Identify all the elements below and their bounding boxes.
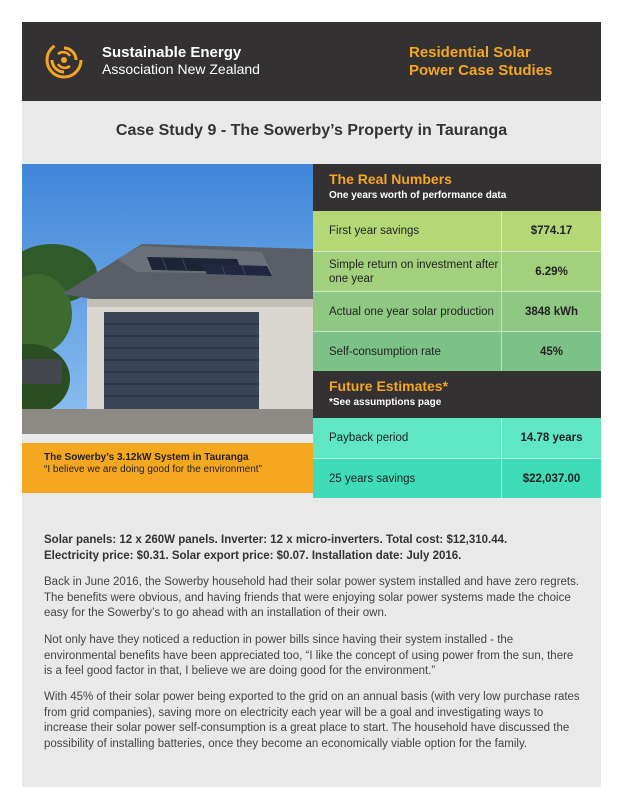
numbers-row xyxy=(313,211,601,251)
case-study-title: Case Study 9 - The Sowerby’s Property in Tauranga xyxy=(115,122,508,139)
specs-line2: Electricity price: $0.31. Solar export price: $0.07. Installation date: July 2016. xyxy=(44,550,462,562)
estimates-row xyxy=(313,458,601,498)
future-estimates-title: Future Estimates* xyxy=(329,378,449,394)
body-paragraph: With 45% of their solar power being exported to the grid on an annual basis (with very low purchase rates from grid companies), saving more on electricity each year will be a goal and investigating ways to increase their solar power self-consumption is a great place to start. The household have discussed the possibility of installing batteries, once they become an economically viable option for the family. xyxy=(44,691,580,750)
numbers-row xyxy=(313,331,601,371)
numbers-row xyxy=(313,251,601,291)
future-estimates-header xyxy=(313,371,601,418)
row-value: 3848 kWh xyxy=(501,292,601,331)
house-photo xyxy=(22,164,313,434)
row-value: 45% xyxy=(501,332,601,371)
body-paragraph: Not only have they noticed a reduction in power bills since having their system installed - the environmental benefits have been appreciated too, “I like the concept of using power from the sun, there is a feel good factor in that, I believe we are doing good for the environment.” xyxy=(44,634,574,677)
real-numbers-subtitle: One years worth of performance data xyxy=(329,190,507,201)
case-study-page xyxy=(22,22,601,787)
photo-caption-title: The Sowerby’s 3.12kW System in Tauranga xyxy=(44,452,249,463)
photo-caption xyxy=(22,443,313,493)
body-paragraph: Back in June 2016, the Sowerby household had their solar power system installed and have zero regrets. The benefits were obvious, and having friends that were enjoying solar power systems made the choice easy for the Sowerby’s to go ahead with an installation of their own. xyxy=(44,576,580,619)
row-label: First year savings xyxy=(329,225,420,237)
sun-swirl-logo-icon xyxy=(44,40,84,80)
future-estimates-subtitle: *See assumptions page xyxy=(329,397,442,408)
row-label: 25 years savings xyxy=(329,472,416,485)
series-title xyxy=(409,44,579,80)
row-value: 6.29% xyxy=(501,252,601,291)
numbers-row xyxy=(313,291,601,331)
org-name-line2: Association New Zealand xyxy=(102,61,260,77)
header-bar xyxy=(22,22,601,101)
org-name-line1: Sustainable Energy xyxy=(102,44,242,61)
photo-caption-quote: “I believe we are doing good for the environment” xyxy=(44,464,262,475)
estimates-row xyxy=(313,418,601,458)
row-label: Simple return on investment after one year xyxy=(329,258,499,285)
row-value: $774.17 xyxy=(501,211,601,251)
row-value: $22,037.00 xyxy=(501,459,601,498)
series-title-line2: Power Case Studies xyxy=(409,62,553,79)
numbers-panel xyxy=(313,164,601,498)
real-numbers-header xyxy=(313,164,601,211)
row-label: Self-consumption rate xyxy=(329,345,441,358)
real-numbers-title: The Real Numbers xyxy=(329,171,452,187)
series-title-line1: Residential Solar xyxy=(409,44,531,61)
row-value: 14.78 years xyxy=(501,418,601,458)
organisation-name xyxy=(102,44,260,78)
row-label: Payback period xyxy=(329,432,409,444)
row-label: Actual one year solar production xyxy=(329,305,494,318)
system-specs xyxy=(44,532,584,564)
specs-line1: Solar panels: 12 x 260W panels. Inverter: 12 x micro-inverters. Total cost: $12,310.44. xyxy=(44,534,508,546)
